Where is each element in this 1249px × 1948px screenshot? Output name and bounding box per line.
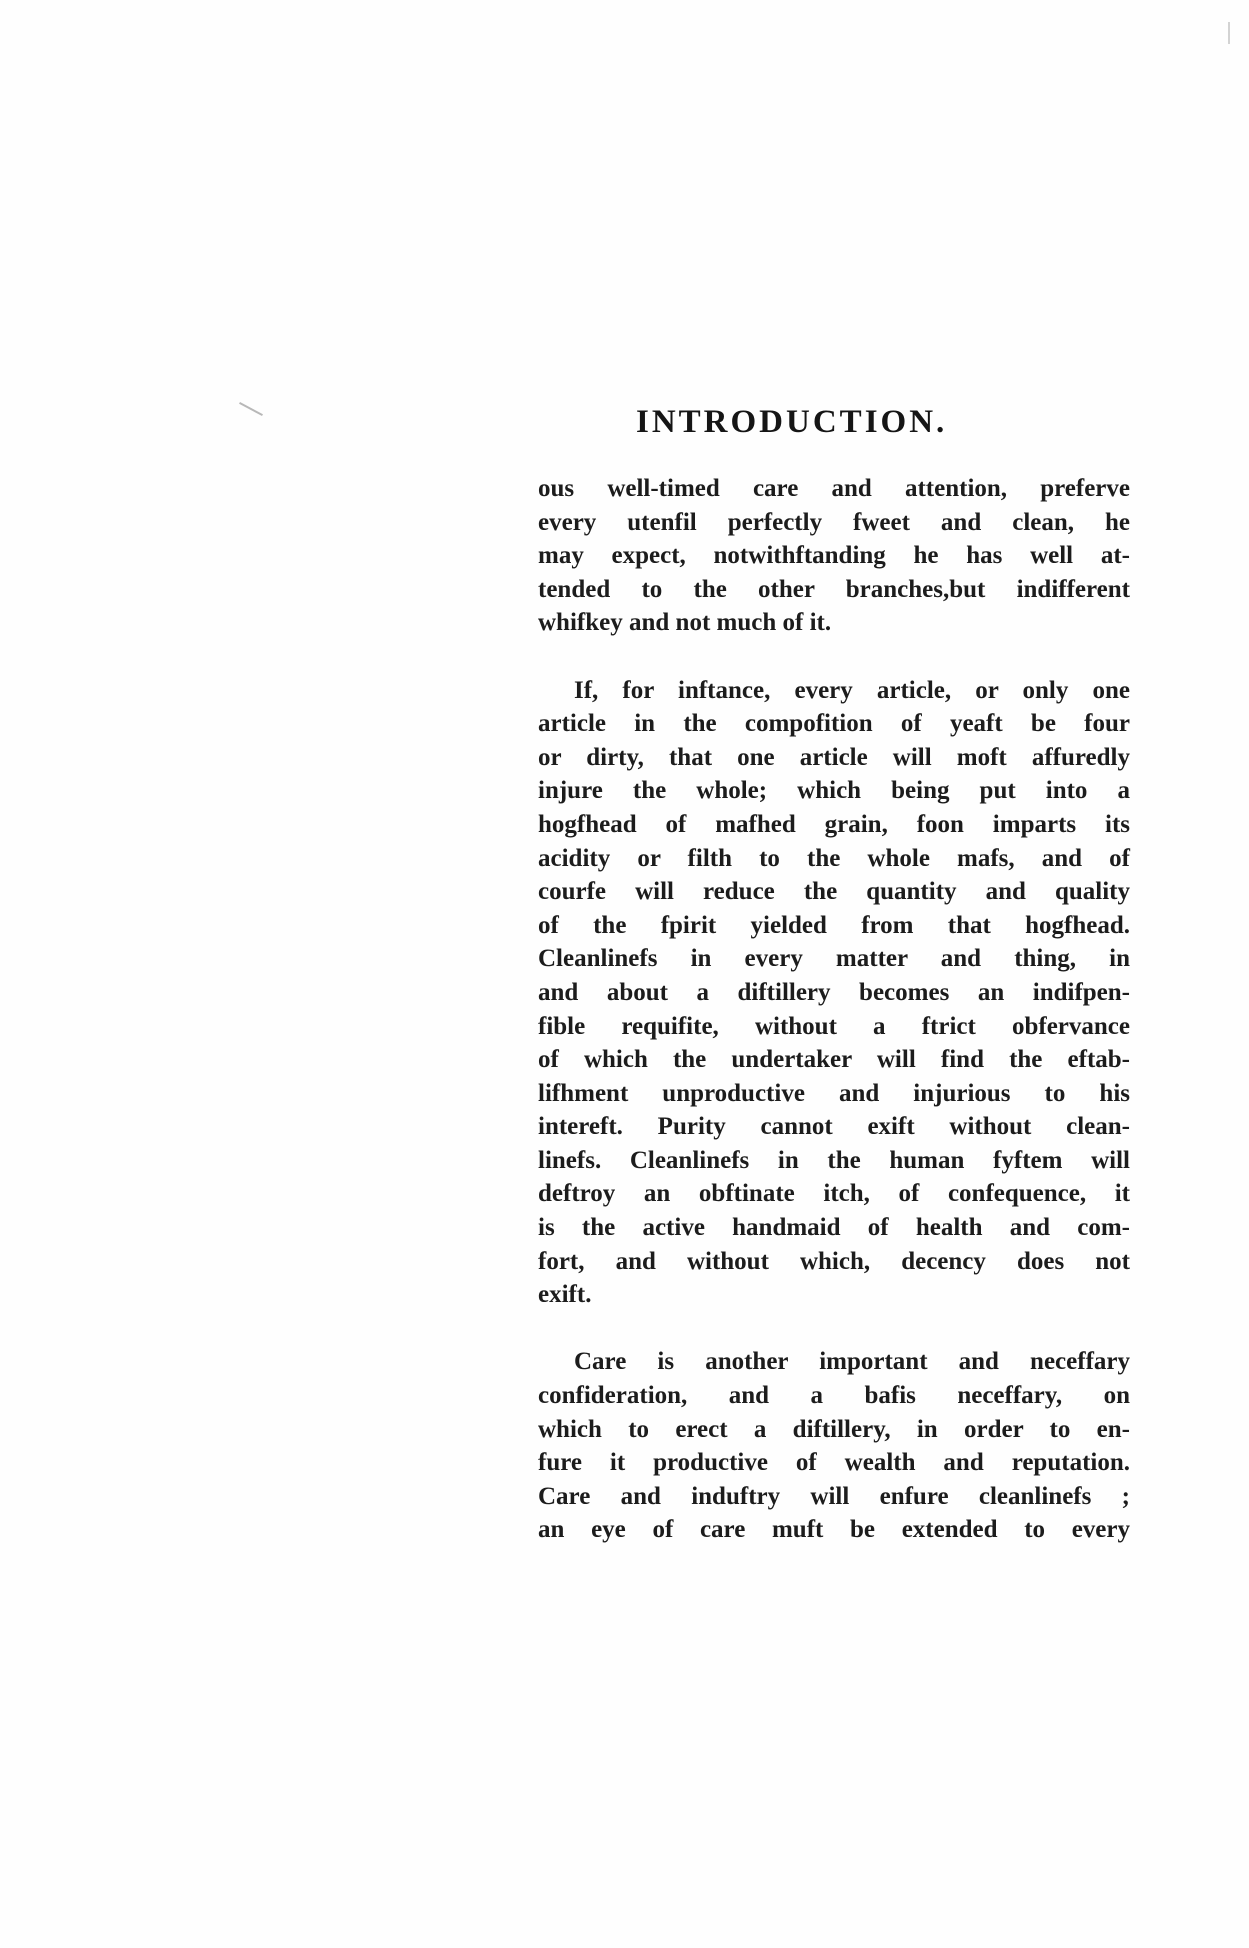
text-line: fure it productive of wealth and reputation. [538,1449,1130,1477]
text-line: linefs. Cleanlinefs in the human fyftem will [538,1146,1130,1174]
text-line: an eye of care muft be extended to every [538,1516,1130,1544]
paragraph-gap [538,640,1130,674]
text-line: which to erect a diftillery, in order to en- [538,1415,1130,1443]
text-line: of the fpirit yielded from that hogfhead. [538,911,1130,939]
text-line: exift. [538,1281,592,1309]
stray-ink-mark [239,402,263,416]
text-line: article in the compofition of yeaft be four [538,710,1130,738]
text-line: ous well-timed care and attention, preferve [538,475,1130,502]
text-line: tended to the other branches,but indifferent [538,575,1130,603]
page-edge-mark [1228,22,1230,44]
text-line: hogfhead of mafhed grain, foon imparts its [538,810,1130,838]
text-line: confideration, and a bafis neceffary, on [538,1382,1130,1410]
text-line: Care and induftry will enfure cleanlinefs ; [538,1482,1130,1510]
text-line: whifkey and not much of it. [538,609,832,637]
text-line: or dirty, that one article will moft affuredly [538,743,1130,771]
text-line: injure the whole; which being put into a [538,777,1130,805]
text-line: every utenfil perfectly fweet and clean, he [538,508,1130,536]
text-line: Cleanlinefs in every matter and thing, in [538,945,1130,973]
text-line: fort, and without which, decency does not [538,1247,1130,1275]
text-line: of which the undertaker will find the eftab- [538,1046,1130,1074]
running-head: INTRODUCTION. [636,404,948,440]
text-line: is the active handmaid of health and com- [538,1214,1130,1242]
text-line: If, for inftance, every article, or only one [574,676,1130,704]
text-line: fible requifite, without a ftrict obfervance [538,1012,1130,1040]
text-line: deftroy an obftinate itch, of confequence, it [538,1180,1130,1208]
text-line: and about a diftillery becomes an indifpen- [538,978,1130,1006]
text-line: Care is another important and neceffary [574,1348,1130,1376]
paragraph-gap [538,1312,1130,1346]
text-line: intereft. Purity cannot exift without clean- [538,1113,1130,1141]
text-line: courfe will reduce the quantity and quality [538,878,1130,906]
text-line: lifhment unproductive and injurious to his [538,1079,1130,1107]
text-line: may expect, notwithftanding he has well at- [538,542,1130,570]
text-line: acidity or filth to the whole mafs, and of [538,844,1130,872]
body-text [538,472,1130,1547]
